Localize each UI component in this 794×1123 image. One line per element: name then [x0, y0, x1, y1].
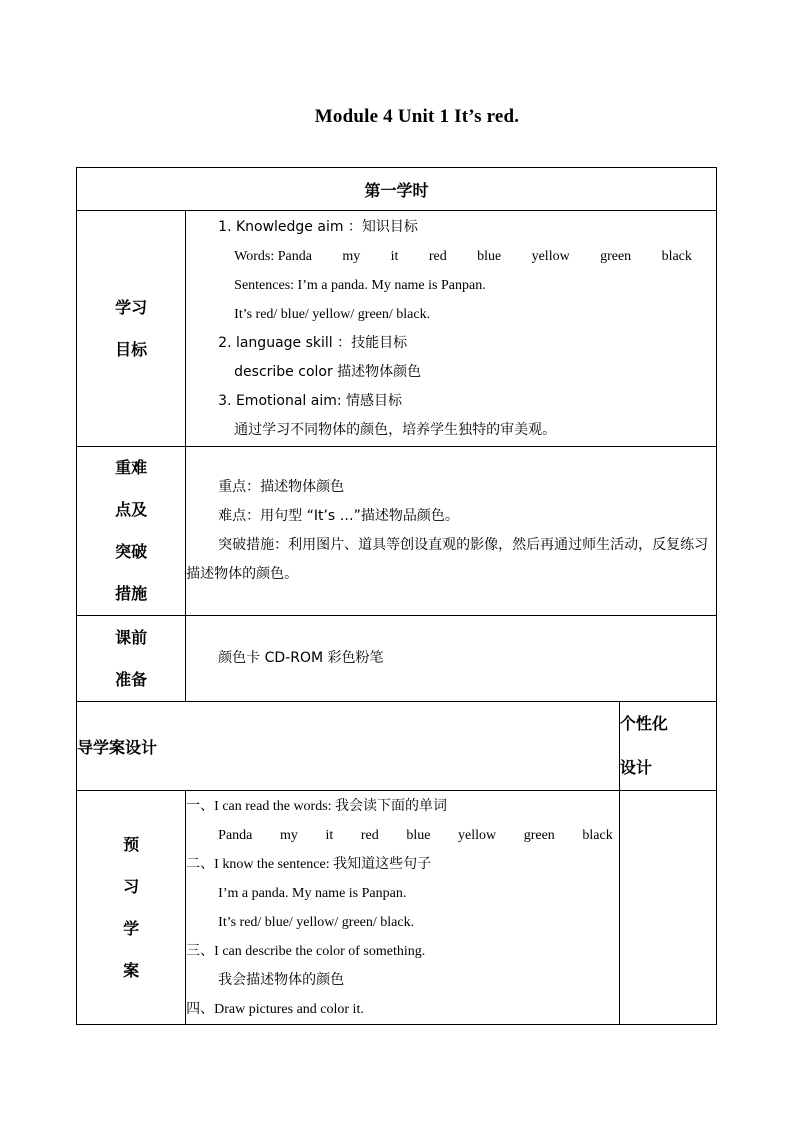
word-item: red [360, 827, 379, 843]
word-item: it [325, 827, 334, 843]
keypoints-row [77, 447, 717, 616]
lesson-period-header: 第一学时 [77, 168, 717, 211]
preparation-row [77, 616, 717, 702]
key-difficulty: 难点：用句型 “It’s …”描述物品颜色。 [218, 508, 459, 524]
keypoints-label: 重难 点及 突破 措施 [77, 447, 186, 616]
preview-label: 预 习 学 案 [77, 791, 186, 1025]
personalized-design-label: 个性化 设计 [619, 702, 716, 791]
describe-color: describe color 描述物体颜色 [234, 363, 422, 380]
word-item: my [342, 248, 361, 264]
keypoints-content [186, 447, 717, 616]
word-item: green [523, 827, 555, 843]
word-item: green [600, 248, 632, 264]
word-item: yellow [531, 248, 570, 264]
objective-sentence-1: Sentences: I’m a panda. My name is Panpan. [234, 277, 486, 293]
emotional-aim: 3. Emotional aim: 情感目标 [218, 392, 403, 409]
preview-item-3-cn: 我会描述物体的颜色 [218, 971, 345, 988]
word-item: blue [477, 248, 502, 264]
personalized-design-cell [619, 791, 716, 1025]
preview-item-3: 三、I can describe the color of something. [186, 943, 426, 959]
preparation-content [186, 616, 717, 702]
preview-sentence-1: I’m a panda. My name is Panpan. [218, 885, 407, 901]
design-row [77, 702, 717, 791]
word-item: yellow [458, 827, 497, 843]
preview-sentence-2: It’s red/ blue/ yellow/ green/ black. [218, 914, 415, 930]
lesson-plan-table [76, 167, 717, 1025]
document-title: Module 4 Unit 1 It’s red. [314, 106, 520, 127]
preview-item-4: 四、Draw pictures and color it. [186, 1001, 364, 1017]
word-item: black [661, 248, 692, 264]
emotional-text: 通过学习不同物体的颜色，培养学生独特的审美观。 [234, 421, 557, 438]
objectives-label: 学习 目标 [77, 211, 186, 447]
objective-words-list [186, 242, 716, 271]
objectives-content [186, 211, 717, 447]
language-skill: 2. language skill ：技能目标 [218, 334, 408, 351]
word-item: it [390, 248, 399, 264]
words-prefix: Words: Panda [234, 248, 312, 264]
key-focus: 重点：描述物体颜色 [218, 479, 345, 495]
objectives-row [77, 211, 717, 447]
preview-item-1: 一、I can read the words: 我会读下面的单词 [186, 798, 448, 814]
preview-content [186, 791, 620, 1025]
word-item: Panda [218, 827, 253, 843]
preparation-items: 颜色卡 CD-ROM 彩色粉笔 [218, 650, 384, 666]
word-item: blue [406, 827, 431, 843]
preview-item-2: 二、I know the sentence: 我知道这些句子 [186, 856, 432, 872]
knowledge-aim: 1. Knowledge aim ：知识目标 [218, 218, 418, 235]
preparation-label: 课前 准备 [77, 616, 186, 702]
word-item: my [279, 827, 298, 843]
key-measures: 突破措施：利用图片、道具等创设直观的影像，然后再通过师生活动，反复练习描述物体的颜色。 [186, 537, 709, 582]
word-item: red [428, 248, 447, 264]
preview-words-list [186, 821, 619, 850]
preview-row [77, 791, 717, 1025]
word-item: black [582, 827, 613, 843]
header-row [77, 168, 717, 211]
guided-learning-design-label: 导学案设计 [77, 702, 620, 791]
objective-sentence-2: It’s red/ blue/ yellow/ green/ black. [234, 306, 431, 322]
